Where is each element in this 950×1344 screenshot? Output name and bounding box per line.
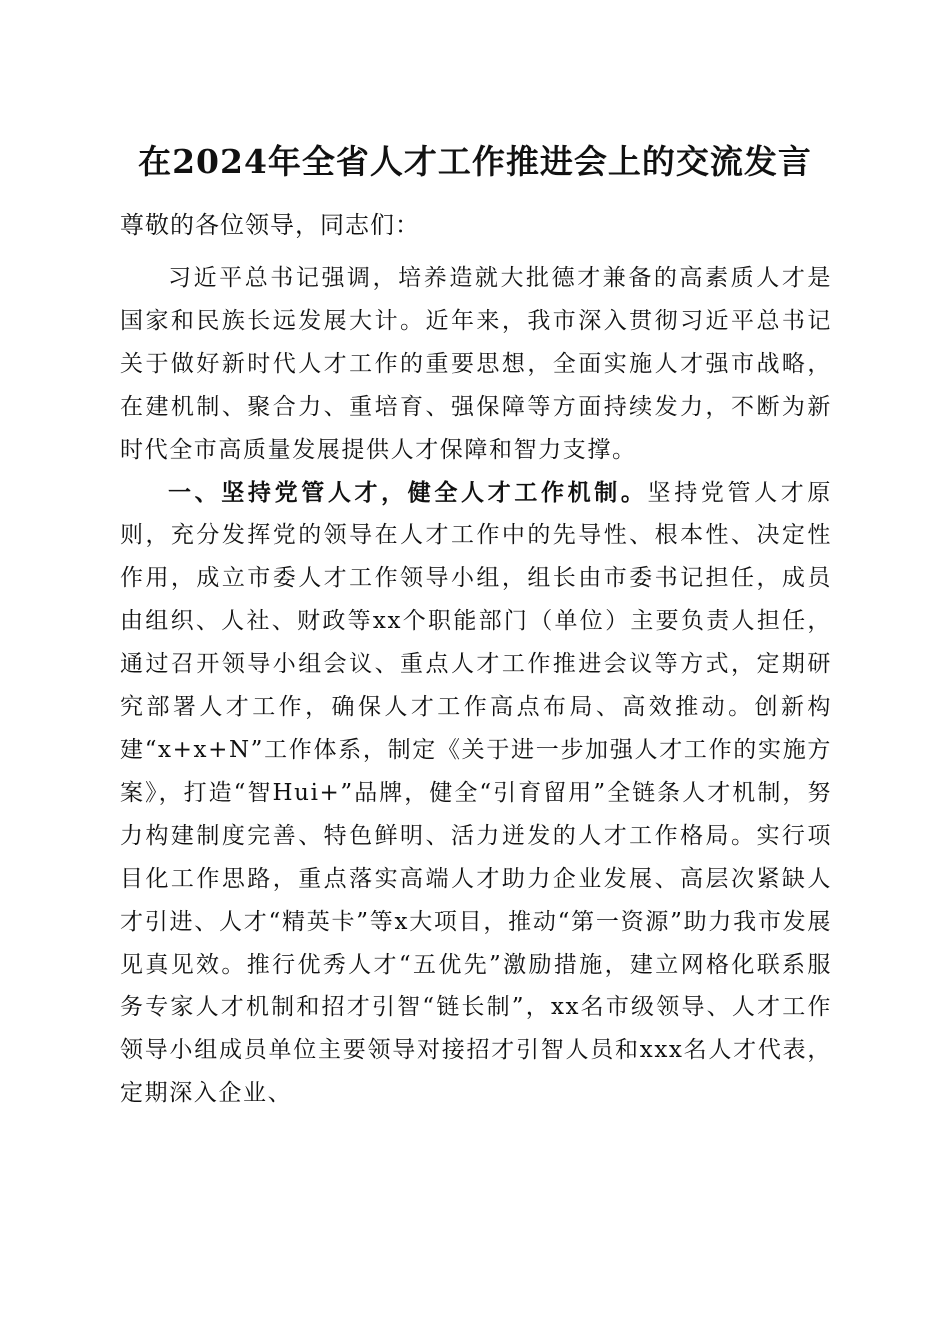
document-title: 在2024年全省人才工作推进会上的交流发言 (138, 142, 812, 181)
paragraph-intro (120, 257, 832, 472)
salutation: 尊敬的各位领导，同志们： (120, 211, 420, 239)
paragraph-section-one (120, 472, 832, 1116)
section-heading: 一、坚持党管人才，健全人才工作机制。 (168, 479, 648, 506)
paragraph-text: 习近平总书记强调，培养造就大批德才兼备的高素质人才是国家和民族长远发展大计。近年来，我市深入贯彻习近平总书记关于做好新时代人才工作的重要思想，全面实施人才强市战略，在建机制、聚合力、重培育、强保障等方面持续发力，不断为新时代全市高质量发展提供人才保障和智力支撑。 (120, 265, 832, 463)
paragraph-text: 坚持党管人才原则，充分发挥党的领导在人才工作中的先导性、根本性、决定性作用，成立市委人才工作领导小组，组长由市委书记担任，成员由组织、人社、财政等xx个职能部门（单位）主要负责人担任，通过召开领导小组会议、重点人才工作推进会议等方式，定期研究部署人才工作，确保人才工作高点布局、高效推动。创新构建“x+x+N”工作体系，制定《关于进一步加强人才工作的实施方案》，打造“智Hui+”品牌，健全“引育留用”全链条人才机制，努力构建制度完善、特色鲜明、活力迸发的人才工作格局。实行项目化工作思路，重点落实高端人才助力企业发展、高层次紧缺人才引进、人才“精英卡”等x大项目，推动“第一资源”助力我市发展见真见效。推行优秀人才“五优先”激励措施，建立网格化联系服务专家人才机制和招才引智“链长制”，xx名市级领导、人才工作领导小组成员单位主要领导对接招才引智人员和xxx名人才代表，定期深入企业、 (120, 479, 832, 1107)
document-body (120, 257, 832, 1115)
